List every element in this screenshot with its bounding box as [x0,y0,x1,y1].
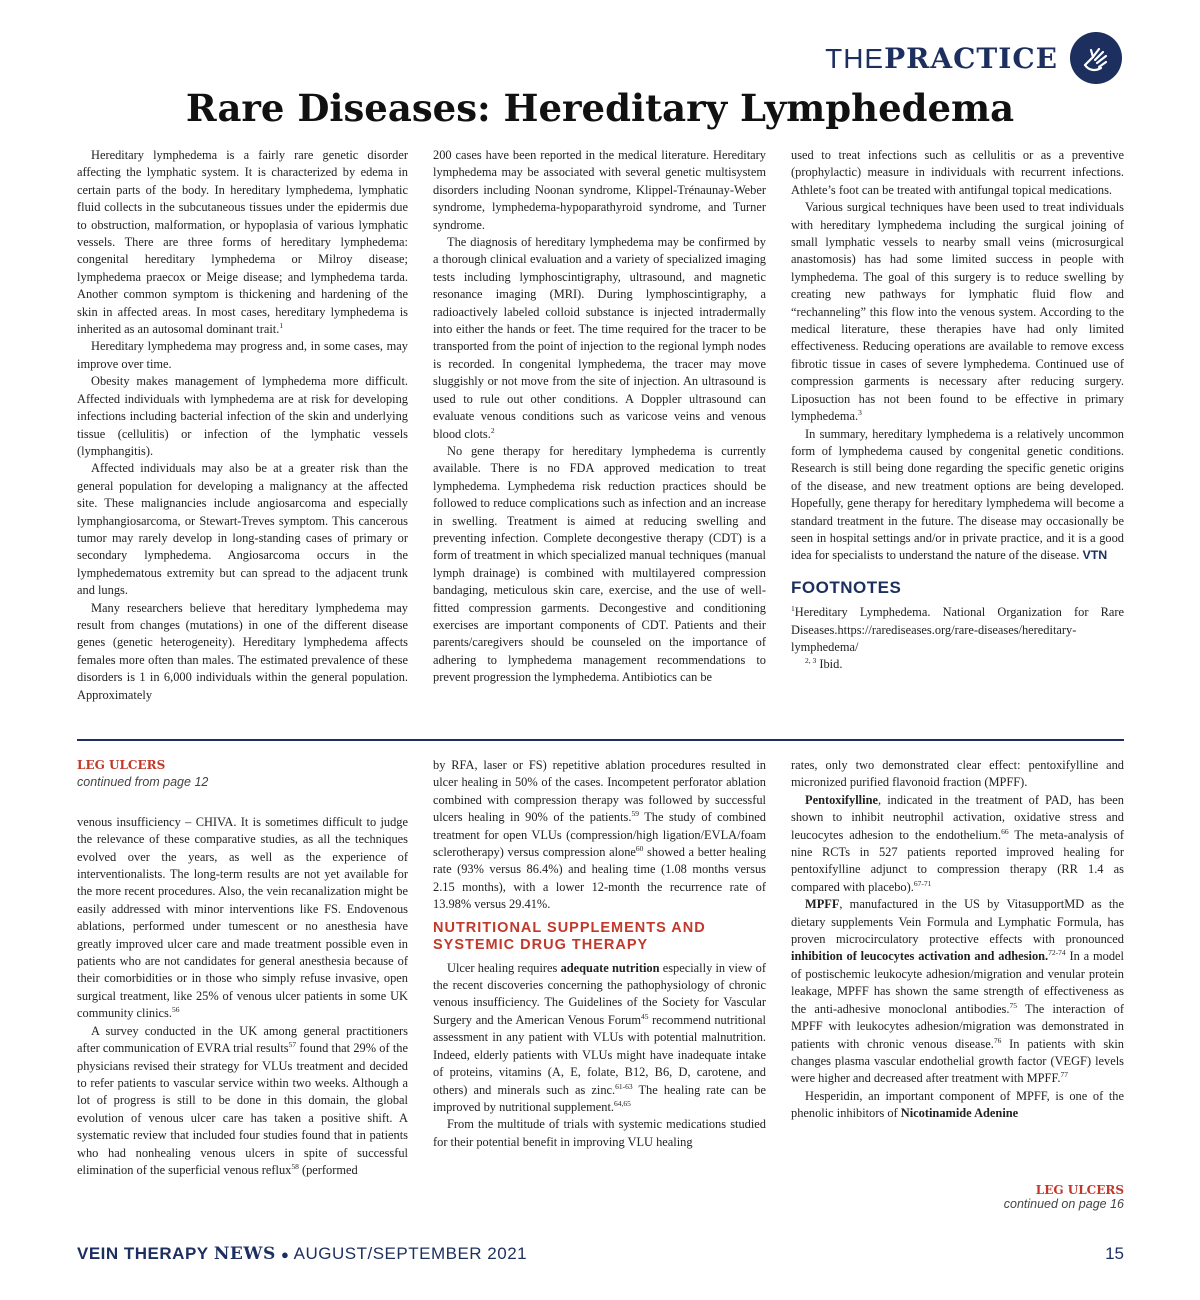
continued-from: continued from page 12 [77,775,209,790]
paragraph: From the multitude of trials with systemic medications studied for their potential benefit in improving VLU healing [433,1117,766,1149]
continued-to: continued on page 16 [1003,1197,1124,1211]
continued-on [1004,1183,1124,1211]
page-number: 15 [1105,1244,1124,1263]
paragraph: 200 cases have been reported in the medical literature. Hereditary lymphedema may be associated with several genetic multisystem disorders including Noonan syndrome, Klippel-Trénaunay-Weber syndrome, lymphedema-hypoparathyroid syndrome, and Turner syndrome. [433,148,766,232]
paragraph: by RFA, laser or FS) repetitive ablation procedures resulted in ulcer healing in 50% of the cases. Incompetent perforator ablation combined with compression therapy was followed by successful ulcers healing in 90% of the patients.$^{59}$ The study of combined treatment for open VLUs (compression/high ligation/EVLA/foam sclerotherapy) versus compression alone$^{60}$ showed a better healing rate (93% versus 86.4%) and healing time (1.08 months versus 2.15 months), with a lower 12-month the recurrence rate of 13.98% versus 29.41%. [433,758,767,912]
paragraph: A survey conducted in the UK among general practitioners after communication of EVRA trial results$^{57}$ found that 29% of the physicians revised their strategy for VLUs treatment and decided to refer patients to vascular service within two weeks. Although a lot of progress is still to be done in this domain, the global evolution of venous ulcer care has taken a positive shift. A systematic review that included four studies found that in patients who had nonhealing venous ulcers in spite of successful elimination of the superficial venous reflux$^{58}$ (performed [77,1023,408,1177]
section-label: THEPRACTICE [825,41,1058,75]
paragraph: venous insufficiency – CHIVA. It is sometimes difficult to judge the relevance of these comparative studies, as all the techniques evolved over the years, as well as the experience of interventionalists. The long-term results are not yet available for the more recent procedures. Also, the vein recanalization might be easily addressed with minor interventions like FS. Endovenous ablations, performed under tumescent or no anesthesia have greatly improved ulcer care and made treatment possible even in patients who are not candidates for general anesthesia because of their comorbidities or in those who simply refuse invasive, open surgical treatment, like 25% of venous ulcer patients in some UK community clinics.$^{56}$ [77,814,408,1021]
paragraph: Affected individuals may also be at a greater risk than the general population for developing a malignancy at the affected site. These malignancies include angiosarcoma and especially lymphangiosarcoma, or Stewart-Treves symptom. This cancerous tumor may rarely develop in long-standing cases of primary or secondary lymphedema. Angiosarcoma occurs in the lymphedematous extremity but can spread to the adjacent trunk and lungs. [77,461,408,598]
article-column-1 [77,147,408,704]
bullet-icon: ● [280,1247,290,1262]
paragraph: Many researchers believe that hereditary lymphedema may result from changes (mutations) in one of the different disease genes (genetic heterogeneity). Hereditary lymphedema affects females more often than males. The estimated prevalence of these disorders is 1 in 6,000 individuals within the general population. Approximately [77,600,408,702]
paragraph: No gene therapy for hereditary lymphedema is currently available. There is no FDA approved medication to treat lymphedema. Lymphedema risk reduction practices should be followed to reduce complications such as infection and an increase in swelling. Treatment is aimed at reducing swelling and preventing infection. Complete decongestive therapy (CDT) is a form of treatment in which specialized manual techniques (manual lymph drainage) is combined with multilayered compression bandaging, meticulous skin care, exercise, and the use of well-fitted compression garments. Decongestive and conditioning exercises are important components of CDT. Patients and their parents/caregivers should be counseled on the importance of adhering to lymphedema management recommendations to prevent progression the lymphedema. Antibiotics can be [433,443,766,685]
publication-line: VEIN THERAPY NEWS ● AUGUST/SEPTEMBER 2021 [77,1244,528,1264]
subsection-heading: NUTRITIONAL SUPPLEMENTS AND SYSTEMIC DRUG THERAPY [433,919,706,953]
paragraph: MPFF, manufactured in the US by VitasupportMD as the dietary supplements Vein Formula and Lymphatic Formula, has proven microcirculatory protective effects with pronounced inhibition of leucocytes activation and adhesion.$^{72-74}$ In a model of postischemic leukocyte adhesion/migration and venular protein leakage, MPFF has shown the same strength of effectiveness as the anti-adhesive monoclonal antibodies.$^{75}$ The interaction of MPFF with leukocytes adhesion/migration was demonstrated in patients with chronic venous disease.$^{76}$ In patients with skin changes plasma vascular endothelial growth factor (VEGF) levels were higher and decreased after treatment with MPFF.$^{77}$ [791,897,1124,1086]
paragraph: In summary, hereditary lymphedema is a relatively uncommon form of lymphedema caused by congenital genetic conditions. Research is still being done regarding the specific genetic origins of the disease, and new treatment options are being developed. Hopefully, gene therapy for hereditary lymphedema will become a standard treatment in the future. The disease may occasionally be seen in hospital settings and/or in private practice, and it is a good idea for specialists to understand the nature of the disease. VTN [791,426,1124,563]
paragraph: Pentoxifylline, indicated in the treatment of PAD, has been shown to inhibit neutrophil activation, oxidative stress and leucocytes adhesion to the endothelium.$^{66}$ The meta-analysis of nine RCTs in 527 patients reported improved healing for pentoxifylline adjunct to compression therapy (RR 1.4 as compared with placebo).$^{67-71}$ [791,792,1125,894]
page-footer [77,1244,1124,1264]
continued-label: LEG ULCERS [1035,1183,1124,1197]
leg-ulcers-column-1 [77,757,408,1179]
footnotes-heading: FOOTNOTES [791,577,902,597]
paragraph: Obesity makes management of lymphedema more difficult. Affected individuals with lymphedema are at risk for developing infections including bacterial infection of the skin and underlying tissue (cellulitis) or infection of the lymphatic vessels (lymphangitis). [77,374,408,458]
article-column-3 [791,147,1124,674]
continued-label: LEG ULCERS [77,758,166,772]
article-column-2 [433,147,766,687]
paragraph: Various surgical techniques have been used to treat individuals with hereditary lymphedema including the surgical joining of small lymphatic vessels to nearby small veins (microsurgical anastomosis) has had some limited success in people with lymphedema. The goal of this surgery is to reduce swelling by creating new pathways for lymphatic fluid flow and “rechanneling” this flow into the venous system. According to the medical literature, these therapies have had only limited effectiveness. Reducing operations are available to remove excess fibrotic tissue in cases of severe lymphedema. Continued use of compression garments is necessary after reducing surgery. Liposuction has not been found to be effective in primary lymphedema.$^3$ [791,200,1124,424]
section-header [825,32,1122,84]
leg-ulcers-column-2 [433,757,766,1151]
paragraph: used to treat infections such as cellulitis or as a preventive (prophylactic) measure in individuals with recurrent infections. Athlete’s foot can be treated with antifungal topical medications. [791,148,1124,197]
section-divider [77,739,1124,741]
paragraph: Ulcer healing requires adequate nutrition especially in view of the recent discoveries concerning the pathophysiology of chronic venous insufficiency. The Guidelines of the Society for Vascular Surgery and the American Venous Forum$^{45}$ recommend nutritional assessment in any patient with VLUs with potential malnutrition. Indeed, elderly patients with VLUs might have inadequate intake of proteins, vitamins (A, E, folate, B12, B6, D, carotene, and others) and minerals such as zinc.$^{61-63}$ The healing rate can be improved by nutritional supplement.$^{64,65}$ [433,960,766,1114]
paragraph: The diagnosis of hereditary lymphedema may be confirmed by a thorough clinical evaluation and a variety of specialized imaging tests including lymphoscintigraphy, ultrasound, and magnetic resonance imaging (MRI). During lymphoscintigraphy, a radioactively labeled colloid substance is injected intradermally into either the hands or feet. The time required for the tracer to be transported from the point of injection to the regional lymph nodes is recorded. In congenital lymphedema, the tracer may move sluggishly or not move from the site of injection. An ultrasound is used to rule out other conditions. A Doppler ultrasound can evaluate venous conditions such as varicose veins and venous blood clots.$^2$ [433,235,766,441]
hand-icon [1070,32,1122,84]
article-title: Rare Diseases: Hereditary Lymphedema [185,86,1015,130]
paragraph: rates, only two demonstrated clear effect: pentoxifylline and micronized purified flavonoid fraction (MPFF). [791,758,1124,790]
leg-ulcers-column-3 [791,757,1124,1123]
footnote: $^1$Hereditary Lymphedema. National Organization for Rare Diseases.https://rarediseases.org/rare-diseases/hereditary-lymphedema/ [791,604,1124,654]
footnote: $^{2, 3}$ Ibid. [805,656,843,672]
end-mark: VTN [1082,548,1108,563]
paragraph: Hesperidin, an important component of MPFF, is one of the phenolic inhibitors of Nicotinamide Adenine [791,1088,1124,1121]
paragraph: Hereditary lymphedema may progress and, in some cases, may improve over time. [77,339,408,371]
paragraph: Hereditary lymphedema is a fairly rare genetic disorder affecting the lymphatic system. It is characterized by edema in certain parts of the body. In hereditary lymphedema, lymphatic fluid collects in the subcutaneous tissues under the epidermis due to obstruction, malformation, or hypoplasia of various lymphatic vessels. There are three forms of hereditary lymphedema: congenital hereditary lymphedema or Milroy disease; lymphedema praecox or Meige disease; and lymphedema tarda. Another common symptom is thickening and hardening of the skin in affected areas. In most cases, hereditary lymphedema is inherited as an autosomal dominant trait.$^1$ [77,148,408,337]
